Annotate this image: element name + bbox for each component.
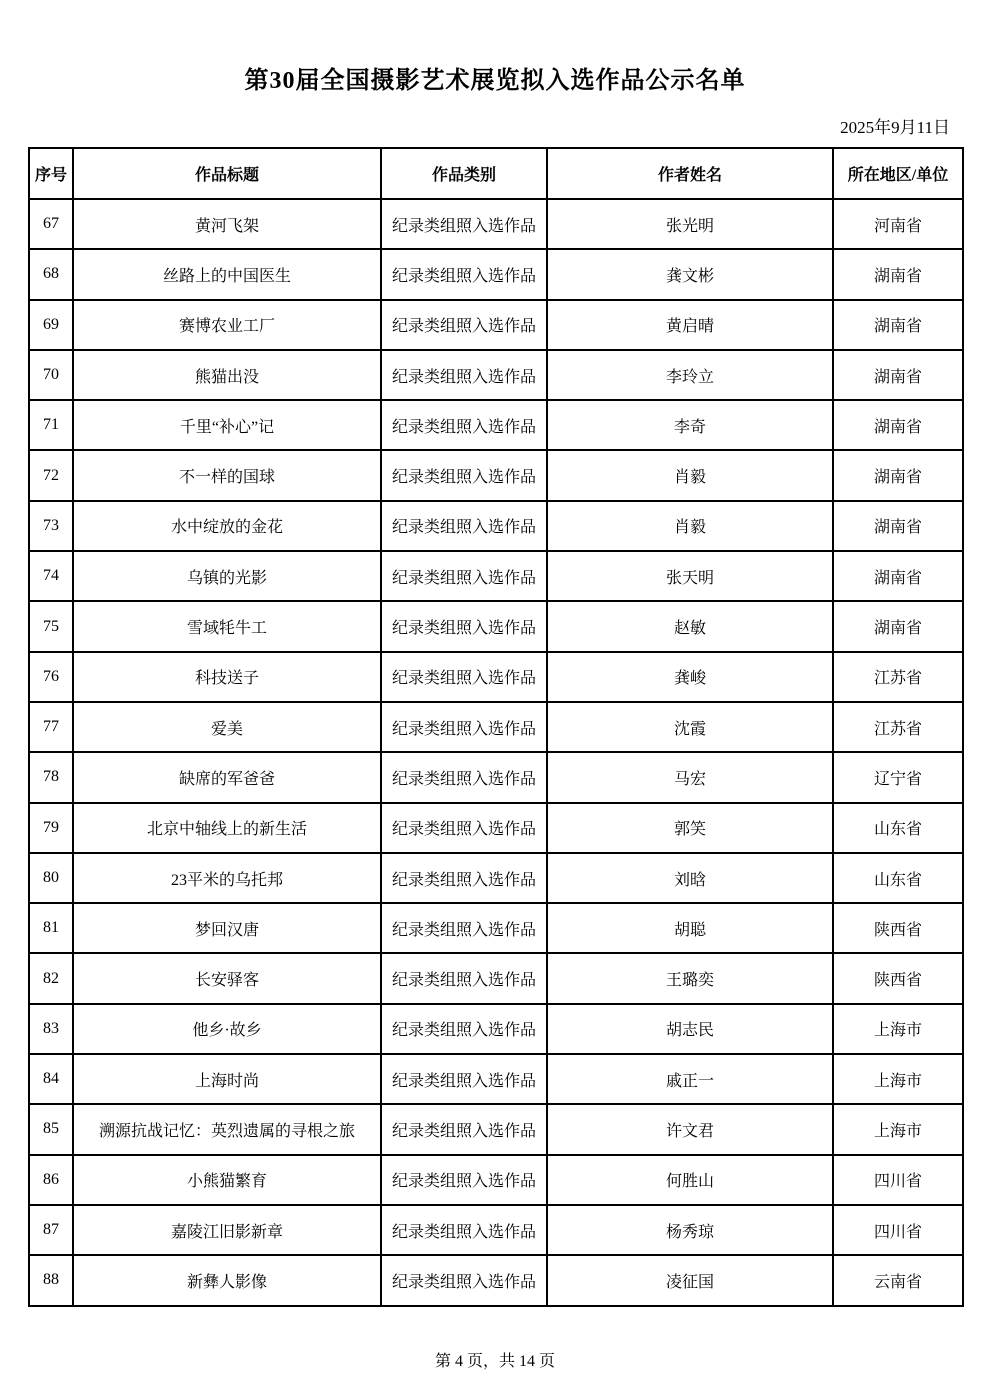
cell-seq: 79 [29, 803, 73, 853]
cell-title: 新彝人影像 [73, 1255, 381, 1305]
cell-region: 上海市 [833, 1054, 963, 1104]
cell-seq: 86 [29, 1155, 73, 1205]
cell-category: 纪录类组照入选作品 [381, 501, 547, 551]
cell-region: 江苏省 [833, 652, 963, 702]
cell-author: 何胜山 [547, 1155, 833, 1205]
table-row [29, 702, 963, 752]
cell-seq: 76 [29, 652, 73, 702]
cell-seq: 84 [29, 1054, 73, 1104]
cell-author: 刘晗 [547, 853, 833, 903]
cell-category: 纪录类组照入选作品 [381, 1255, 547, 1305]
cell-author: 龚文彬 [547, 249, 833, 299]
cell-author: 胡聪 [547, 903, 833, 953]
cell-seq: 68 [29, 249, 73, 299]
cell-category: 纪录类组照入选作品 [381, 652, 547, 702]
table-row [29, 300, 963, 350]
cell-region: 湖南省 [833, 400, 963, 450]
cell-seq: 72 [29, 450, 73, 500]
cell-title: 长安驿客 [73, 953, 381, 1003]
table-row [29, 1155, 963, 1205]
cell-title: 千里“补心”记 [73, 400, 381, 450]
column-header-category: 作品类别 [381, 148, 547, 199]
cell-region: 湖南省 [833, 450, 963, 500]
cell-region: 山东省 [833, 853, 963, 903]
cell-seq: 75 [29, 601, 73, 651]
cell-title: 小熊猫繁育 [73, 1155, 381, 1205]
cell-region: 云南省 [833, 1255, 963, 1305]
cell-author: 李奇 [547, 400, 833, 450]
cell-region: 江苏省 [833, 702, 963, 752]
table-row [29, 1104, 963, 1154]
cell-title: 缺席的军爸爸 [73, 752, 381, 802]
cell-seq: 78 [29, 752, 73, 802]
cell-category: 纪录类组照入选作品 [381, 300, 547, 350]
cell-title: 水中绽放的金花 [73, 501, 381, 551]
cell-author: 赵敏 [547, 601, 833, 651]
table-row [29, 1054, 963, 1104]
cell-author: 龚峻 [547, 652, 833, 702]
table-row [29, 400, 963, 450]
cell-seq: 70 [29, 350, 73, 400]
table-row [29, 803, 963, 853]
cell-seq: 73 [29, 501, 73, 551]
cell-seq: 85 [29, 1104, 73, 1154]
cell-category: 纪录类组照入选作品 [381, 350, 547, 400]
cell-seq: 74 [29, 551, 73, 601]
cell-category: 纪录类组照入选作品 [381, 1054, 547, 1104]
table-row [29, 350, 963, 400]
cell-category: 纪录类组照入选作品 [381, 803, 547, 853]
cell-title: 乌镇的光影 [73, 551, 381, 601]
cell-author: 张天明 [547, 551, 833, 601]
cell-author: 凌征国 [547, 1255, 833, 1305]
cell-author: 马宏 [547, 752, 833, 802]
table-row [29, 551, 963, 601]
page-title: 第30届全国摄影艺术展览拟入选作品公示名单 [244, 68, 746, 94]
cell-category: 纪录类组照入选作品 [381, 702, 547, 752]
table-row [29, 249, 963, 299]
cell-category: 纪录类组照入选作品 [381, 601, 547, 651]
cell-title: 不一样的国球 [73, 450, 381, 500]
cell-author: 肖毅 [547, 450, 833, 500]
cell-title: 爱美 [73, 702, 381, 752]
cell-author: 戚正一 [547, 1054, 833, 1104]
table-row [29, 752, 963, 802]
cell-region: 上海市 [833, 1104, 963, 1154]
page-number: 第 4 页，共 14 页 [434, 1353, 555, 1370]
cell-category: 纪录类组照入选作品 [381, 551, 547, 601]
works-table [28, 147, 964, 1307]
cell-region: 山东省 [833, 803, 963, 853]
cell-title: 黄河飞架 [73, 199, 381, 249]
cell-author: 肖毅 [547, 501, 833, 551]
cell-region: 湖南省 [833, 551, 963, 601]
table-row [29, 1004, 963, 1054]
cell-author: 李玲立 [547, 350, 833, 400]
cell-title: 赛博农业工厂 [73, 300, 381, 350]
cell-category: 纪录类组照入选作品 [381, 1004, 547, 1054]
table-row [29, 903, 963, 953]
cell-region: 陕西省 [833, 953, 963, 1003]
cell-region: 湖南省 [833, 501, 963, 551]
cell-region: 四川省 [833, 1155, 963, 1205]
cell-region: 湖南省 [833, 300, 963, 350]
cell-author: 张光明 [547, 199, 833, 249]
cell-title: 雪域牦牛工 [73, 601, 381, 651]
cell-region: 湖南省 [833, 249, 963, 299]
cell-seq: 67 [29, 199, 73, 249]
cell-region: 湖南省 [833, 350, 963, 400]
table-row [29, 199, 963, 249]
cell-seq: 87 [29, 1205, 73, 1255]
table-row [29, 450, 963, 500]
table-row [29, 853, 963, 903]
cell-author: 胡志民 [547, 1004, 833, 1054]
cell-seq: 88 [29, 1255, 73, 1305]
cell-seq: 82 [29, 953, 73, 1003]
cell-region: 河南省 [833, 199, 963, 249]
table-header-row [29, 148, 963, 199]
column-header-region: 所在地区/单位 [833, 148, 963, 199]
cell-author: 许文君 [547, 1104, 833, 1154]
cell-seq: 77 [29, 702, 73, 752]
cell-category: 纪录类组照入选作品 [381, 1205, 547, 1255]
cell-seq: 80 [29, 853, 73, 903]
cell-category: 纪录类组照入选作品 [381, 249, 547, 299]
cell-category: 纪录类组照入选作品 [381, 953, 547, 1003]
document-date: 2025年9月11日 [840, 118, 950, 137]
cell-author: 杨秀琼 [547, 1205, 833, 1255]
cell-author: 郭笑 [547, 803, 833, 853]
cell-author: 沈霞 [547, 702, 833, 752]
table-row [29, 601, 963, 651]
column-header-title: 作品标题 [73, 148, 381, 199]
column-header-author: 作者姓名 [547, 148, 833, 199]
table-body [29, 199, 963, 1306]
cell-title: 丝路上的中国医生 [73, 249, 381, 299]
cell-title: 梦回汉唐 [73, 903, 381, 953]
cell-seq: 69 [29, 300, 73, 350]
cell-title: 嘉陵江旧影新章 [73, 1205, 381, 1255]
cell-title: 他乡·故乡 [73, 1004, 381, 1054]
cell-category: 纪录类组照入选作品 [381, 853, 547, 903]
cell-title: 上海时尚 [73, 1054, 381, 1104]
cell-region: 辽宁省 [833, 752, 963, 802]
cell-category: 纪录类组照入选作品 [381, 1104, 547, 1154]
table-row [29, 953, 963, 1003]
cell-category: 纪录类组照入选作品 [381, 450, 547, 500]
table-row [29, 652, 963, 702]
cell-category: 纪录类组照入选作品 [381, 903, 547, 953]
table-row [29, 1255, 963, 1305]
table-row [29, 1205, 963, 1255]
cell-title: 23平米的乌托邦 [73, 853, 381, 903]
cell-author: 王璐奕 [547, 953, 833, 1003]
cell-title: 熊猫出没 [73, 350, 381, 400]
column-header-seq: 序号 [29, 148, 73, 199]
cell-seq: 71 [29, 400, 73, 450]
cell-title: 溯源抗战记忆：英烈遗属的寻根之旅 [73, 1104, 381, 1154]
cell-region: 上海市 [833, 1004, 963, 1054]
table-row [29, 501, 963, 551]
cell-author: 黄启晴 [547, 300, 833, 350]
cell-seq: 81 [29, 903, 73, 953]
cell-title: 科技送子 [73, 652, 381, 702]
cell-region: 陕西省 [833, 903, 963, 953]
cell-region: 湖南省 [833, 601, 963, 651]
cell-category: 纪录类组照入选作品 [381, 400, 547, 450]
cell-title: 北京中轴线上的新生活 [73, 803, 381, 853]
cell-category: 纪录类组照入选作品 [381, 752, 547, 802]
cell-region: 四川省 [833, 1205, 963, 1255]
cell-category: 纪录类组照入选作品 [381, 1155, 547, 1205]
cell-seq: 83 [29, 1004, 73, 1054]
cell-category: 纪录类组照入选作品 [381, 199, 547, 249]
